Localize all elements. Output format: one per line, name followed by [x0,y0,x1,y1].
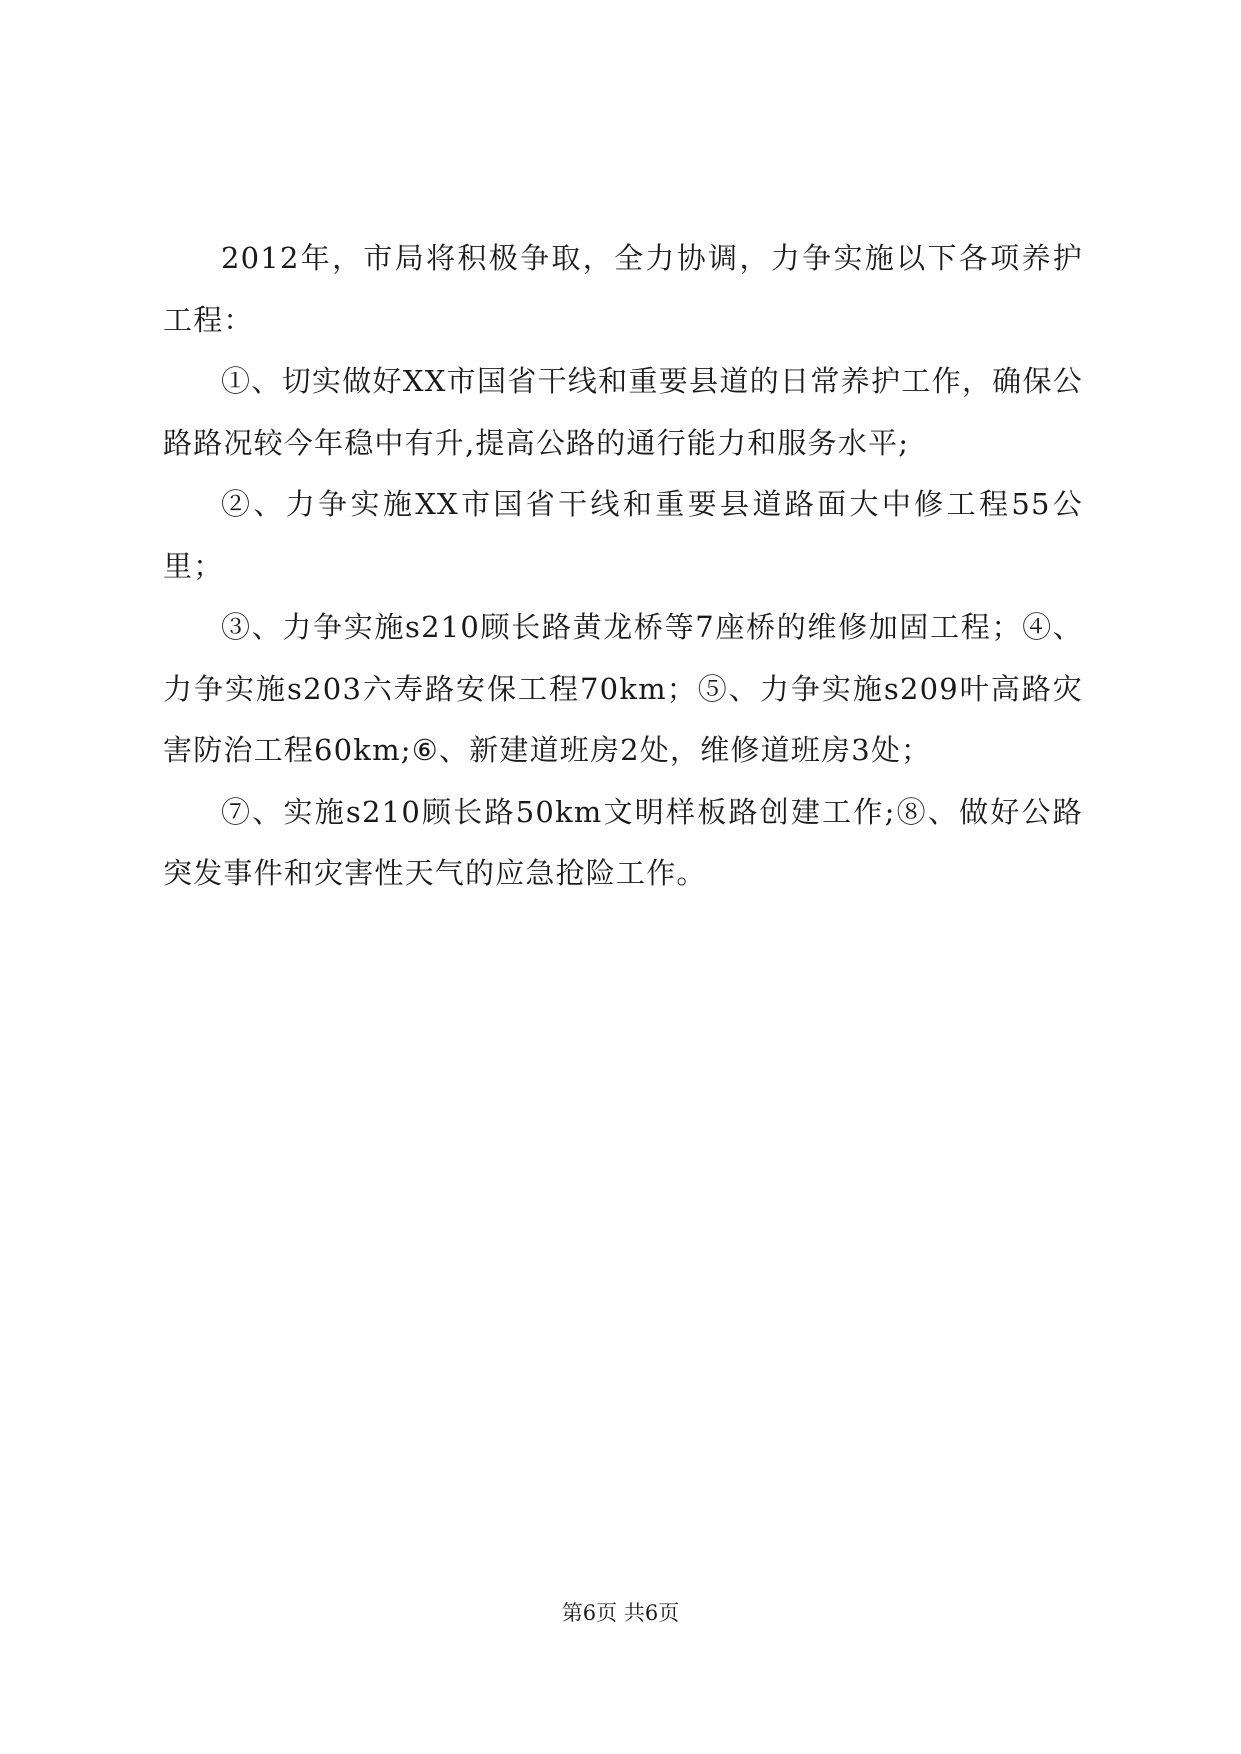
paragraph-items-7-8: ⑦、实施s210顾长路50km文明样板路创建工作;⑧、做好公路突发事件和灾害性天气的应急抢险工作。 [163,794,1083,890]
page-number-footer: 第6页 共6页 [561,1601,680,1625]
paragraph-intro: 2012年，市局将积极争取，全力协调，力争实施以下各项养护工程： [163,241,1083,337]
document-body [163,228,1083,905]
paragraph-item-2: ②、力争实施XX市国省干线和重要县道路面大中修工程55公里； [163,487,1083,583]
paragraph-item-1: ①、切实做好XX市国省干线和重要县道的日常养护工作，确保公路路况较今年稳中有升,提高公路的通行能力和服务水平; [163,364,1083,460]
paragraph-items-3-6: ③、力争实施s210顾长路黄龙桥等7座桥的维修加固工程；④、力争实施s203六寿路安保工程70km；⑤、力争实施s209叶高路灾害防治工程60km;⑥、新建道班房2处，维修道班房3处； [163,610,1083,767]
